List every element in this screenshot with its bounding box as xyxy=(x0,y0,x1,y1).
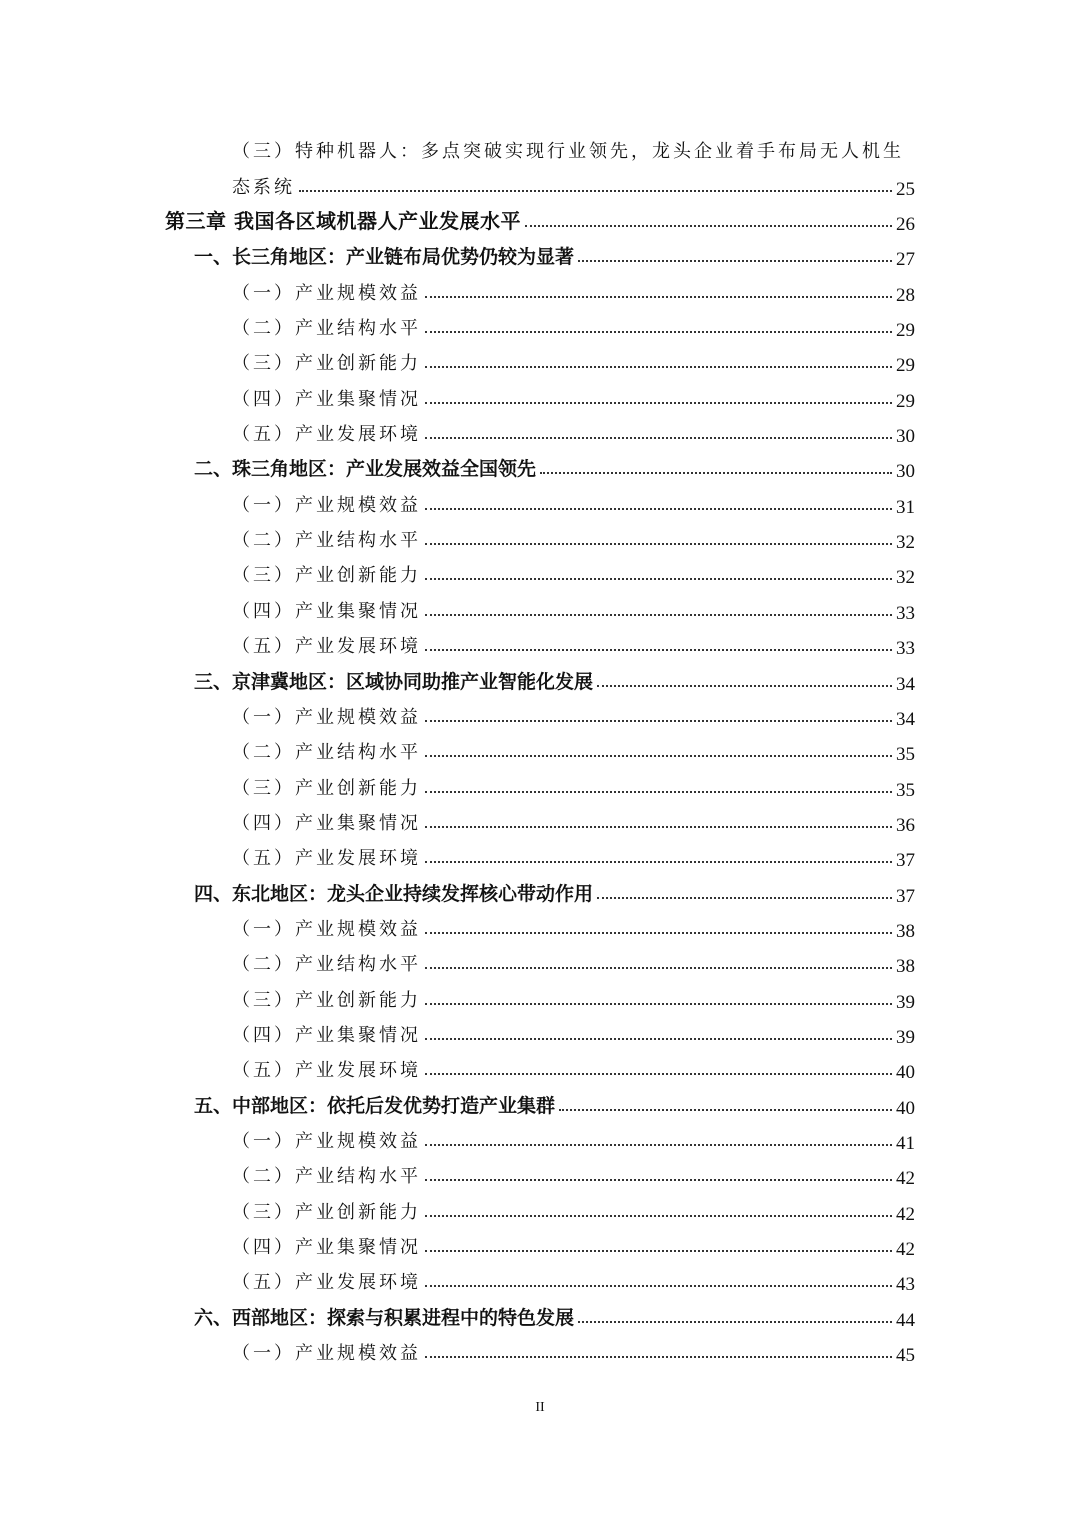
toc-entry-title: （一）产业规模效益 xyxy=(232,918,421,940)
toc-entry-title: 态系统 xyxy=(232,176,295,198)
dot-leader xyxy=(597,896,892,899)
toc-entry-page: 33 xyxy=(896,602,915,624)
dot-leader xyxy=(425,330,892,333)
dot-leader xyxy=(425,860,892,863)
toc-entry-title: （一）产业规模效益 xyxy=(232,494,421,516)
dot-leader xyxy=(578,1320,892,1323)
dot-leader xyxy=(578,259,892,262)
dot-leader xyxy=(559,1108,892,1111)
dot-leader xyxy=(425,295,892,298)
toc-entry-title: （三）产业创新能力 xyxy=(232,989,421,1011)
table-of-contents xyxy=(0,128,1080,1365)
toc-entry-sub[interactable] xyxy=(0,269,1080,304)
toc-entry-title: 一、长三角地区：产业链布局优势仍较为显著 xyxy=(194,246,575,269)
toc-entry-page: 42 xyxy=(896,1168,915,1190)
dot-leader xyxy=(425,754,892,757)
toc-entry-title: （一）产业规模效益 xyxy=(232,1343,421,1365)
toc-entry-sub[interactable] xyxy=(0,375,1080,410)
toc-entry-title: （五）产业发展环境 xyxy=(232,424,421,446)
toc-entry-title: 二、珠三角地区：产业发展效益全国领先 xyxy=(194,458,537,481)
dot-leader xyxy=(425,613,892,616)
toc-entry-sub[interactable] xyxy=(0,906,1080,941)
dot-leader xyxy=(425,1355,892,1358)
toc-entry-title: （五）产业发展环境 xyxy=(232,848,421,870)
toc-entry-page: 40 xyxy=(896,1097,915,1119)
toc-entry-sub[interactable] xyxy=(0,517,1080,552)
toc-entry-sub[interactable] xyxy=(0,411,1080,446)
dot-leader xyxy=(425,436,892,439)
toc-entry-page: 39 xyxy=(896,991,915,1013)
toc-entry-page: 27 xyxy=(896,249,915,271)
toc-entry-sub[interactable] xyxy=(0,1188,1080,1223)
toc-entry-sub[interactable] xyxy=(0,481,1080,516)
dot-leader xyxy=(425,825,892,828)
dot-leader xyxy=(425,1214,892,1217)
toc-entry-title: （四）产业集聚情况 xyxy=(232,812,421,834)
toc-entry-sub[interactable] xyxy=(0,623,1080,658)
toc-entry-title: （一）产业规模效益 xyxy=(232,1130,421,1152)
toc-entry-title: （三）产业创新能力 xyxy=(232,1201,421,1223)
toc-entry-title: （三）产业创新能力 xyxy=(232,353,421,375)
toc-entry-page: 37 xyxy=(896,885,915,907)
dot-leader xyxy=(425,1143,892,1146)
toc-entry-wrapped-line2[interactable] xyxy=(0,163,1080,198)
toc-entry-sub[interactable] xyxy=(0,835,1080,870)
toc-entry-page: 34 xyxy=(896,708,915,730)
toc-entry-page: 44 xyxy=(896,1309,915,1331)
toc-entry-sub[interactable] xyxy=(0,694,1080,729)
toc-entry-title: （一）产业规模效益 xyxy=(232,282,421,304)
toc-entry-title: （四）产业集聚情况 xyxy=(232,600,421,622)
toc-entry-title: （一）产业规模效益 xyxy=(232,706,421,728)
toc-entry-page: 25 xyxy=(896,178,915,200)
toc-entry-wrapped-line1[interactable] xyxy=(0,128,1080,163)
toc-entry-sub[interactable] xyxy=(0,305,1080,340)
toc-entry-title: （五）产业发展环境 xyxy=(232,1060,421,1082)
dot-leader xyxy=(425,401,892,404)
toc-entry-title: （四）产业集聚情况 xyxy=(232,1237,421,1258)
toc-entry-page: 30 xyxy=(896,426,915,448)
toc-entry-title: 三、京津冀地区：区域协同助推产业智能化发展 xyxy=(194,670,594,693)
toc-entry-title: （五）产业发展环境 xyxy=(232,1272,421,1294)
dot-leader xyxy=(425,1284,892,1287)
toc-entry-page: 38 xyxy=(896,920,915,942)
toc-entry-page: 36 xyxy=(896,814,915,836)
toc-entry-page: 28 xyxy=(896,284,915,306)
toc-entry-sub[interactable] xyxy=(0,800,1080,835)
toc-entry-title: 第三章 我国各区域机器人产业发展水平 xyxy=(165,209,521,234)
toc-entry-page: 38 xyxy=(896,956,915,978)
toc-entry-title: （三）产业创新能力 xyxy=(232,777,421,799)
toc-entry-section[interactable] xyxy=(0,658,1080,693)
toc-entry-title: （四）产业集聚情况 xyxy=(232,1024,421,1046)
toc-entry-title: （二）产业结构水平 xyxy=(232,742,421,764)
toc-entry-sub[interactable] xyxy=(0,1118,1080,1153)
dot-leader xyxy=(425,1178,892,1181)
toc-entry-chapter[interactable] xyxy=(0,199,1080,234)
toc-entry-title: 四、东北地区：龙头企业持续发挥核心带动作用 xyxy=(194,882,594,905)
toc-entry-section[interactable] xyxy=(0,446,1080,481)
toc-entry-sub[interactable] xyxy=(0,764,1080,799)
dot-leader xyxy=(540,471,892,474)
toc-entry-title: （三）特种机器人：多点突破实现行业领先，龙头企业着手布局无人机生 xyxy=(232,141,904,163)
toc-entry-title: （二）产业结构水平 xyxy=(232,954,421,976)
toc-entry-sub[interactable] xyxy=(0,552,1080,587)
toc-entry-page: 31 xyxy=(896,496,915,518)
toc-entry-page: 29 xyxy=(896,320,915,342)
page-footer-number: II xyxy=(535,1400,545,1415)
toc-entry-section[interactable] xyxy=(0,870,1080,905)
toc-entry-title: 六、西部地区：探索与积累进程中的特色发展 xyxy=(194,1306,575,1329)
dot-leader xyxy=(425,790,892,793)
toc-entry-page: 41 xyxy=(896,1132,915,1154)
toc-entry-page: 35 xyxy=(896,779,915,801)
toc-entry-page: 34 xyxy=(896,673,915,695)
dot-leader xyxy=(425,648,892,651)
toc-entry-sub[interactable] xyxy=(0,729,1080,764)
toc-entry-page: 40 xyxy=(896,1062,915,1084)
toc-entry-title: 五、中部地区：依托后发优势打造产业集群 xyxy=(194,1094,556,1117)
toc-entry-title: （二）产业结构水平 xyxy=(232,1166,421,1188)
toc-entry-sub[interactable] xyxy=(0,941,1080,976)
toc-entry-page: 26 xyxy=(896,214,915,236)
dot-leader xyxy=(425,1037,892,1040)
toc-entry-title: （五）产业发展环境 xyxy=(232,636,421,658)
dot-leader xyxy=(425,966,892,969)
dot-leader xyxy=(597,684,892,687)
toc-entry-page: 43 xyxy=(896,1274,915,1296)
toc-entry-page: 39 xyxy=(896,1026,915,1048)
toc-entry-page: 45 xyxy=(896,1345,915,1367)
toc-entry-page: 42 xyxy=(896,1239,915,1260)
toc-entry-sub[interactable] xyxy=(0,1330,1080,1365)
toc-entry-sub[interactable] xyxy=(0,340,1080,375)
dot-leader xyxy=(425,577,892,580)
toc-entry-title: （三）产业创新能力 xyxy=(232,565,421,587)
toc-entry-title: （四）产业集聚情况 xyxy=(232,388,421,410)
toc-entry-page: 29 xyxy=(896,355,915,377)
toc-entry-sub[interactable] xyxy=(0,1259,1080,1294)
dot-leader xyxy=(425,1072,892,1075)
toc-entry-page: 32 xyxy=(896,567,915,589)
dot-leader xyxy=(525,224,892,227)
toc-entry-sub[interactable] xyxy=(0,587,1080,622)
toc-entry-page: 33 xyxy=(896,638,915,660)
dot-leader xyxy=(425,365,892,368)
toc-entry-sub[interactable] xyxy=(0,976,1080,1011)
dot-leader xyxy=(425,719,892,722)
dot-leader xyxy=(425,931,892,934)
toc-entry-page: 37 xyxy=(896,850,915,872)
dot-leader xyxy=(425,1249,892,1252)
toc-entry-section[interactable] xyxy=(0,1082,1080,1117)
toc-entry-sub[interactable] xyxy=(0,1047,1080,1082)
toc-entry-sub[interactable] xyxy=(0,1153,1080,1188)
toc-entry-title: （二）产业结构水平 xyxy=(232,530,421,552)
toc-entry-sub[interactable] xyxy=(0,1012,1080,1047)
toc-entry-page: 30 xyxy=(896,461,915,483)
dot-leader xyxy=(425,1002,892,1005)
toc-entry-section[interactable] xyxy=(0,234,1080,269)
toc-entry-page: 42 xyxy=(896,1203,915,1225)
toc-entry-page: 35 xyxy=(896,744,915,766)
dot-leader xyxy=(425,542,892,545)
toc-entry-page: 29 xyxy=(896,390,915,412)
dot-leader xyxy=(425,507,892,510)
toc-entry-title: （二）产业结构水平 xyxy=(232,318,421,340)
toc-entries xyxy=(0,199,1080,1365)
toc-entry-section[interactable] xyxy=(0,1294,1080,1329)
toc-entry-page: 32 xyxy=(896,532,915,554)
dot-leader xyxy=(299,189,892,192)
toc-entry-sub[interactable] xyxy=(0,1224,1080,1259)
